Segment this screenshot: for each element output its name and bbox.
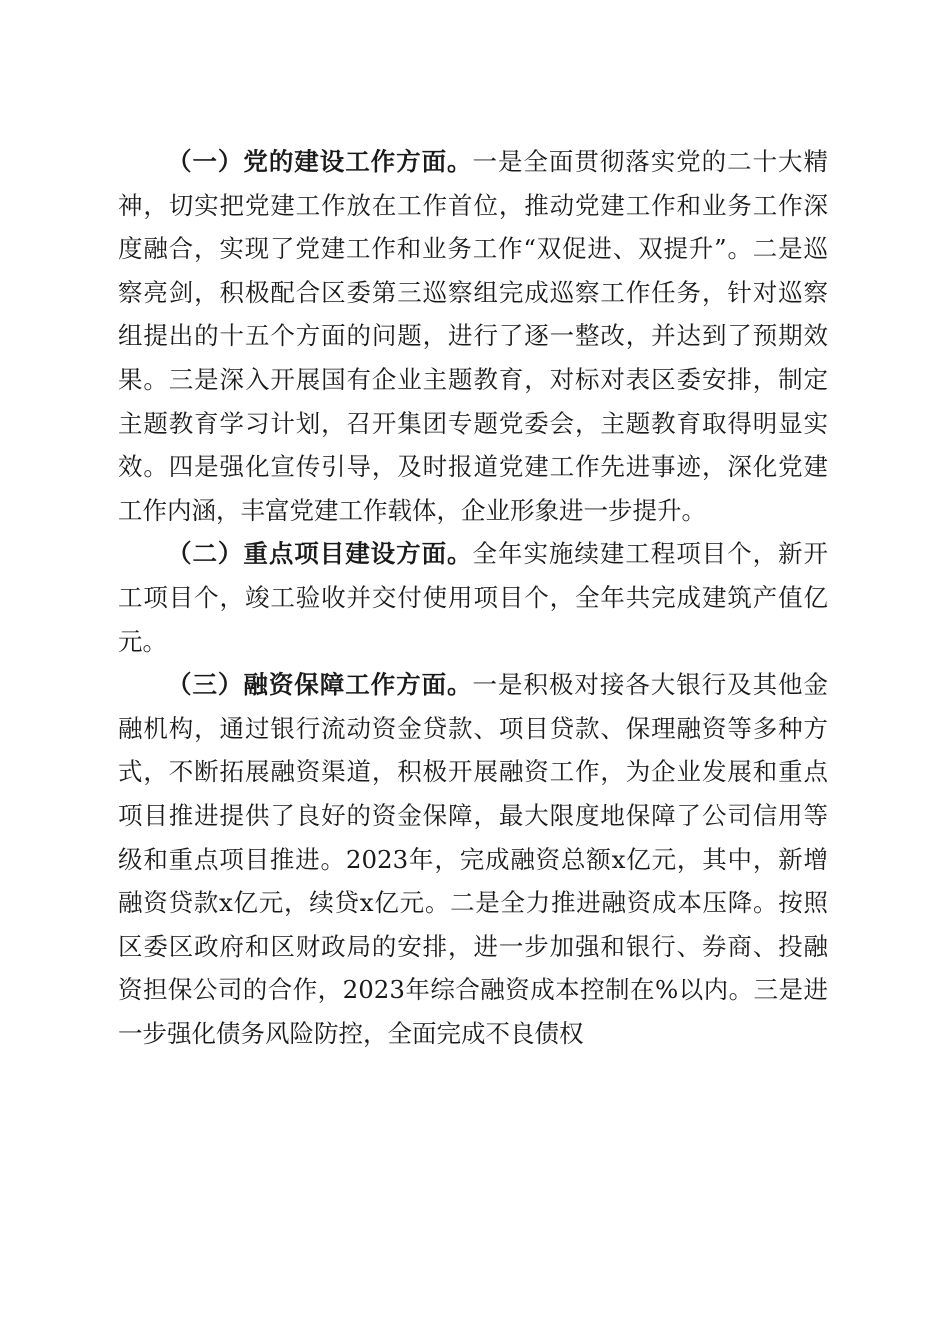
paragraph-text: 一是全面贯彻落实党的二十大精神，切实把党建工作放在工作首位，推动党建工作和业务工作深度融合，实现了党建工作和业务工作“双促进、双提升”。二是巡察亮剑，积极配合区委第三巡察组完成巡察工作任务，针对巡察组提出的十五个方面的问题，进行了逐一整改，并达到了预期效果。三是深入开展国有企业主题教育，对标对表区委安排，制定主题教育学习计划，召开集团专题党委会，主题教育取得明显实效。四是强化宣传引导，及时报道党建工作先进事迹，深化党建工作内涵，丰富党建工作载体，企业形象进一步提升。 bbox=[118, 147, 829, 525]
section-heading: （一）党的建设工作方面。 bbox=[167, 147, 473, 176]
paragraph-text: 全年实施续建工程项目个，新开工项目个，竣工验收并交付使用项目个，全年共完成建筑产值亿元。 bbox=[118, 539, 829, 656]
paragraph-key-projects bbox=[118, 532, 828, 663]
document-body bbox=[118, 140, 828, 1055]
section-heading: （二）重点项目建设方面。 bbox=[167, 539, 473, 569]
paragraph-party-building bbox=[118, 140, 828, 532]
section-heading: （三）融资保障工作方面。 bbox=[167, 670, 473, 700]
paragraph-financing bbox=[118, 663, 828, 1055]
paragraph-text: 一是积极对接各大银行及其他金融机构，通过银行流动资金贷款、项目贷款、保理融资等多种方式，不断拓展融资渠道，积极开展融资工作，为企业发展和重点项目推进提供了良好的资金保障，最大限度地保障了公司信用等级和重点项目推进。2023年，完成融资总额x亿元，其中，新增融资贷款x亿元，续贷x亿元。二是全力推进融资成本压降。按照区委区政府和区财政局的安排，进一步加强和银行、券商、投融资担保公司的合作，2023年综合融资成本控制在%以内。三是进一步强化债务风险防控，全面完成不良债权 bbox=[118, 670, 829, 1048]
